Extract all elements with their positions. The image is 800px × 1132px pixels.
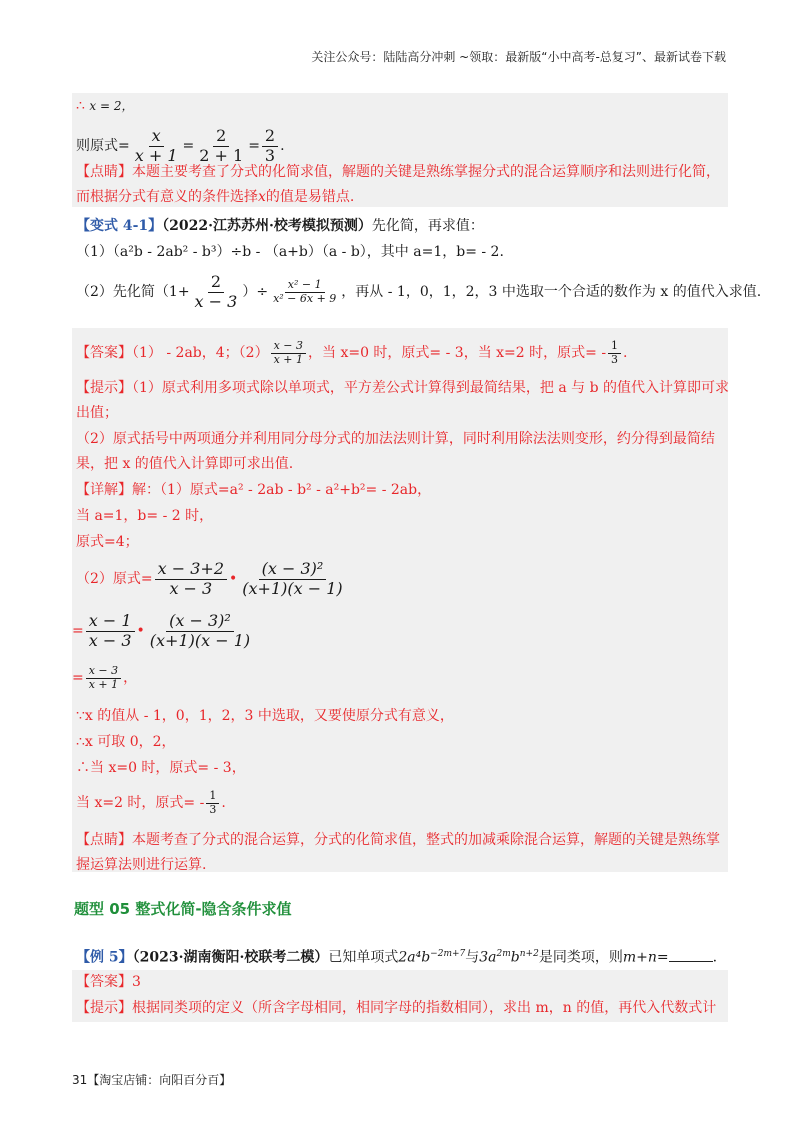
note-line-1: 【点睛】本题主要考查了分式的化简求值，解题的关键是熟练掌握分式的混合运算顺序和法则进行化简， bbox=[76, 164, 720, 180]
detail-line-8: ∴x 可取 0，2， bbox=[76, 734, 176, 750]
note2-line-1: 【点睛】本题考查了分式的混合运算，分式的化简求值，整式的加减乘除混合运算，解题的关键是熟练掌 bbox=[76, 832, 720, 848]
detail-line-5: = $\frac{x - 1}{x - 3}$ • $\frac{\text{(x − 3)²}}{(x+1)(x - 1)}$ bbox=[72, 611, 251, 650]
variant-q2: （2）先化简（1+ $\frac{2}{x - 3}$ ）÷ $\frac{\text{x² − 1}}{\text{x² − 6x + 9}}$ ，再从 - 1，0，1，2，3 中选取一个合适的数作为 x 的值代入求值. bbox=[76, 272, 762, 311]
detail-line-1: 【详解】解：（1）原式=a² - 2ab - b² - a²+b²= - 2ab， bbox=[76, 482, 432, 498]
answer-line: 【答案】（1） - 2ab，4；（2） $\frac{x - 3}{x + 1}$ ，当 x=0 时，原式= - 3，当 x=2 时，原式= - $\frac{1}{3}$ . bbox=[76, 338, 628, 366]
detail-line-2: 当 a=1，b= - 2 时， bbox=[76, 508, 214, 524]
header-note: 关注公众号：陆陆高分冲刺 ~领取：最新版“小中高考-总复习”、最新试卷下载 bbox=[311, 50, 726, 64]
note2-line-2: 握运算法则进行运算. bbox=[76, 857, 207, 873]
detail-line-9: ∴当 x=0 时，原式= - 3， bbox=[76, 760, 246, 776]
hint-line-2: 出值； bbox=[76, 405, 118, 421]
hint-line-4: 果，把 x 的值代入计算即可求出值. bbox=[76, 456, 294, 472]
hint-line-1: 【提示】（1）原式利用多项式除以单项式，平方差公式计算得到最简结果，把 a 与 b 的值代入计算即可求 bbox=[76, 380, 730, 396]
hint-line-3: （2）原式括号中两项通分并利用同分母分式的加法法则计算，同时利用除法法则变形，约分得到最简结 bbox=[76, 431, 715, 447]
detail-line-4: （2）原式= $\frac{x - 3+2}{x - 3}$ • $\frac{\text{(x − 3)²}}{(x+1)(x - 1)}$ bbox=[76, 559, 343, 598]
hint2-line: 【提示】根据同类项的定义（所含字母相同，相同字母的指数相同），求出 m，n 的值，再代入代数式计 bbox=[76, 1000, 717, 1016]
detail-line-3: 原式=4； bbox=[76, 534, 139, 550]
example-question: 【例 5】（2023·湖南衡阳·校联考二模）已知单项式$2a^4b^{-2m+7}$与$3a^{2m}b^{n+2}$是同类项，则m+n= . bbox=[76, 949, 718, 966]
detail-line-6: = $\frac{x - 3}{x + 1}$ ， bbox=[72, 663, 138, 691]
x-value-line: ∴ x = 2， bbox=[76, 98, 134, 114]
answer-blank bbox=[669, 949, 713, 962]
variant-header: 【变式 4-1】（2022·江苏苏州·校考模拟预测）先化简，再求值： bbox=[76, 218, 484, 234]
section-title: 题型 05 整式化简-隐含条件求值 bbox=[74, 900, 292, 918]
note-line-2: 而根据分式有意义的条件选择x的值是易错点. bbox=[76, 189, 355, 205]
original-expression-line: 则原式= $\frac{x}{x + 1}$ = $\frac{2}{2 + 1}$ = $\frac{2}{3}$ . bbox=[76, 126, 285, 165]
footer: 31【淘宝店铺：向阳百分百】 bbox=[72, 1073, 232, 1087]
answer2-line: 【答案】3 bbox=[76, 974, 141, 990]
variant-q1: （1）（a²b - 2ab² - b³）÷b - （a+b）（a - b），其中 a=1，b= - 2. bbox=[76, 244, 504, 260]
detail-line-7: ∵x 的值从 - 1，0，1，2，3 中选取，又要使原分式有意义， bbox=[76, 708, 454, 724]
detail-line-10: 当 x=2 时，原式= - $\frac{1}{3}$ . bbox=[76, 788, 226, 816]
